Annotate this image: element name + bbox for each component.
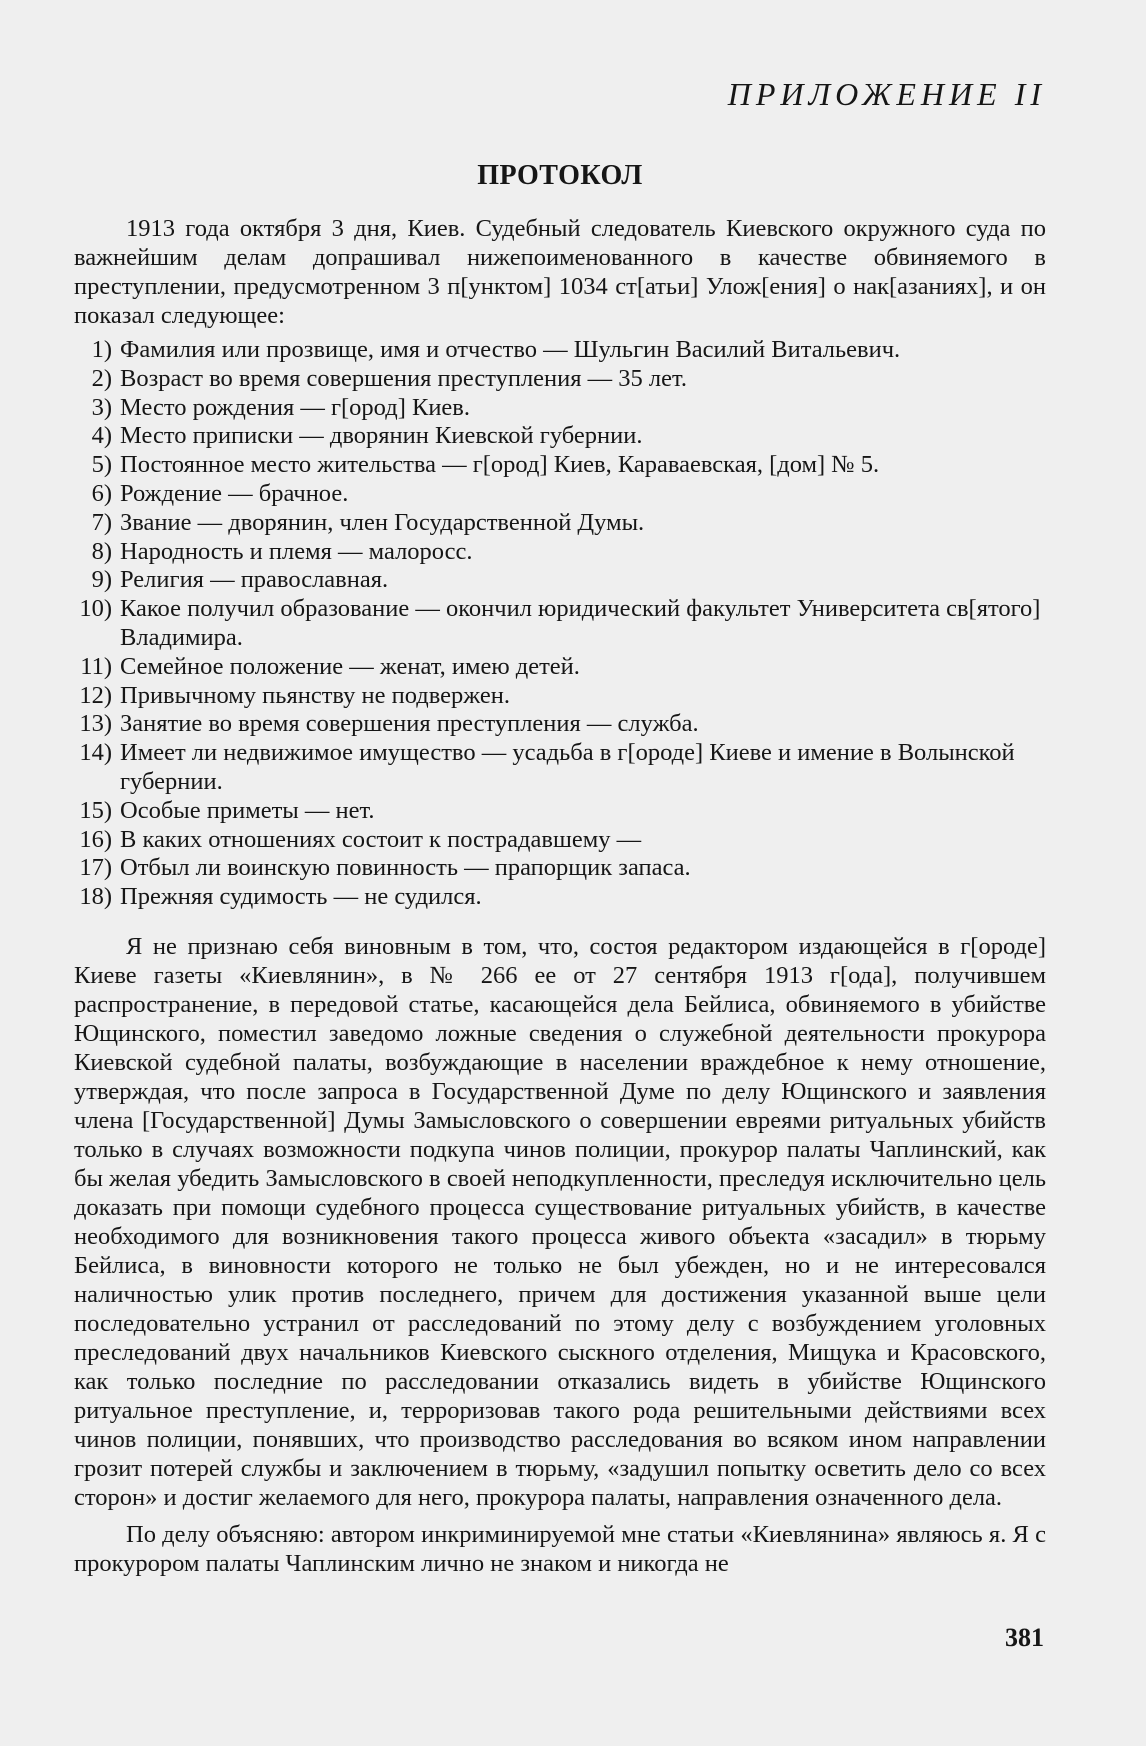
list-item — [74, 826, 1046, 855]
item-number: 8) — [91, 537, 112, 565]
questionnaire-list — [74, 336, 1046, 912]
list-item — [74, 566, 1046, 595]
item-number: 12) — [79, 681, 112, 709]
list-item — [74, 336, 1046, 365]
item-text: Прежняя судимость — не судился. — [120, 883, 482, 911]
statement-paragraph: Я не признаю себя виновным в том, что, состоя редактором издающейся в г[ороде] Киеве газеты «Киевлянин», в № 266 ее от 27 сентября 1913 г[ода], получившем распространение, в передовой статье, касающейся дела Бейлиса, обвиняемого в убийстве Ющинского, поместил заведомо ложные сведения о служебной деятельности прокурора Киевской судебной палаты, возбуждающие в населении враждебное к нему отношение, утверждая, что после запроса в Государственной Думе по делу Ющинского и заявления члена [Государственной] Думы Замысловского о совершении евреями ритуальных убийств только в случаях возможности подкупа чинов полиции, прокурор палаты Чаплинский, как бы желая убедить Замысловского в своей неподкупленности, преследуя исключительно цель доказать при помощи судебного процесса существование ритуальных убийств, в качестве необходимого для возникновения такого процесса живого объекта «засадил» в тюрьму Бейлиса, в виновности которого не только не был убежден, но и не интересовался наличностью улик против последнего, причем для достижения указанной выше цели последовательно устранил от расследований по этому делу с возбуждением уголовных преследований двух начальников Киевского сыскного отделения, Мищука и Красовского, как только последние по расследовании отказались видеть в убийстве Ющинского ритуальное преступление, и, терроризовав такого рода решительными действиями всех чинов полиции, понявших, что производство расследования во всяком ином направлении грозит потерей службы и заключением в тюрьму, «задушил попытку осветить дело со всех сторон» и достиг желаемого для него, прокурора палаты, направления означенного дела. — [74, 932, 1046, 1511]
item-number: 17) — [79, 854, 112, 882]
item-text: Семейное положение — женат, имею детей. — [120, 652, 580, 680]
item-number: 9) — [91, 566, 112, 594]
item-text: Привычному пьянству не подвержен. — [120, 681, 511, 709]
item-text: Звание — дворянин, член Государственной Думы. — [120, 508, 645, 536]
item-text: Отбыл ли воинскую повинность — прапорщик запаса. — [120, 854, 691, 882]
item-number: 1) — [91, 336, 112, 363]
list-item — [74, 365, 1046, 394]
list-item — [74, 883, 1046, 912]
item-number: 3) — [91, 393, 112, 421]
item-text: В каких отношениях состоит к пострадавшему — — [120, 825, 642, 853]
item-text: Постоянное место жительства — г[ород] Киев, Караваевская, [дом] № 5. — [120, 451, 880, 479]
item-number: 2) — [91, 364, 112, 392]
item-text: Религия — православная. — [120, 566, 389, 594]
item-text: Возраст во время совершения преступления — 35 лет. — [120, 364, 688, 392]
item-number: 10) — [79, 595, 112, 623]
explanation-paragraph: По делу объясняю: автором инкриминируемой мне статьи «Киевлянина» являюсь я. Я с прокурором палаты Чаплинским лично не знаком и никогда не — [74, 1520, 1046, 1577]
appendix-heading: ПРИЛОЖЕНИЕ II — [727, 76, 1046, 112]
list-item — [74, 797, 1046, 826]
item-number: 15) — [79, 796, 112, 824]
page-number: 381 — [1005, 1623, 1044, 1652]
item-text: Место рождения — г[ород] Киев. — [120, 393, 470, 421]
item-number: 11) — [80, 652, 112, 680]
list-item — [74, 739, 1046, 797]
item-text: Какое получил образование — окончил юридический факультет Университета св[ятого] Владимира. — [120, 595, 1041, 651]
item-text: Место приписки — дворянин Киевской губернии. — [120, 422, 643, 450]
list-item — [74, 394, 1046, 423]
list-item — [74, 854, 1046, 883]
list-item — [74, 422, 1046, 451]
item-text: Особые приметы — нет. — [120, 796, 375, 824]
item-text: Народность и племя — малоросс. — [120, 537, 473, 565]
list-item — [74, 538, 1046, 567]
item-number: 16) — [79, 825, 112, 853]
item-number: 6) — [91, 479, 112, 507]
intro-paragraph: 1913 года октября 3 дня, Киев. Судебный следователь Киевского окружного суда по важнейшим делам допрашивал нижепоименованного в качестве обвиняемого в преступлении, предусмотренном 3 п[унктом] 1034 ст[атьи] Улож[ения] о нак[азаниях], и он показал следующее: — [74, 215, 1046, 329]
item-text: Имеет ли недвижимое имущество — усадьба в г[ороде] Киеве и имение в Волынской губернии. — [120, 739, 1015, 795]
item-number: 4) — [91, 422, 112, 450]
item-number: 13) — [79, 710, 112, 738]
list-item — [74, 451, 1046, 480]
item-text: Фамилия или прозвище, имя и отчество — Шульгин Василий Витальевич. — [120, 336, 901, 363]
list-item — [74, 682, 1046, 711]
item-number: 5) — [91, 451, 112, 479]
list-item — [74, 653, 1046, 682]
item-number: 18) — [79, 883, 112, 911]
item-text: Занятие во время совершения преступления — служба. — [120, 710, 699, 738]
item-number: 7) — [91, 508, 112, 536]
item-text: Рождение — брачное. — [120, 479, 349, 507]
list-item — [74, 509, 1046, 538]
list-item — [74, 595, 1046, 653]
item-number: 14) — [79, 739, 112, 767]
list-item — [74, 480, 1046, 509]
document-title: ПРОТОКОЛ — [477, 160, 643, 191]
list-item — [74, 710, 1046, 739]
